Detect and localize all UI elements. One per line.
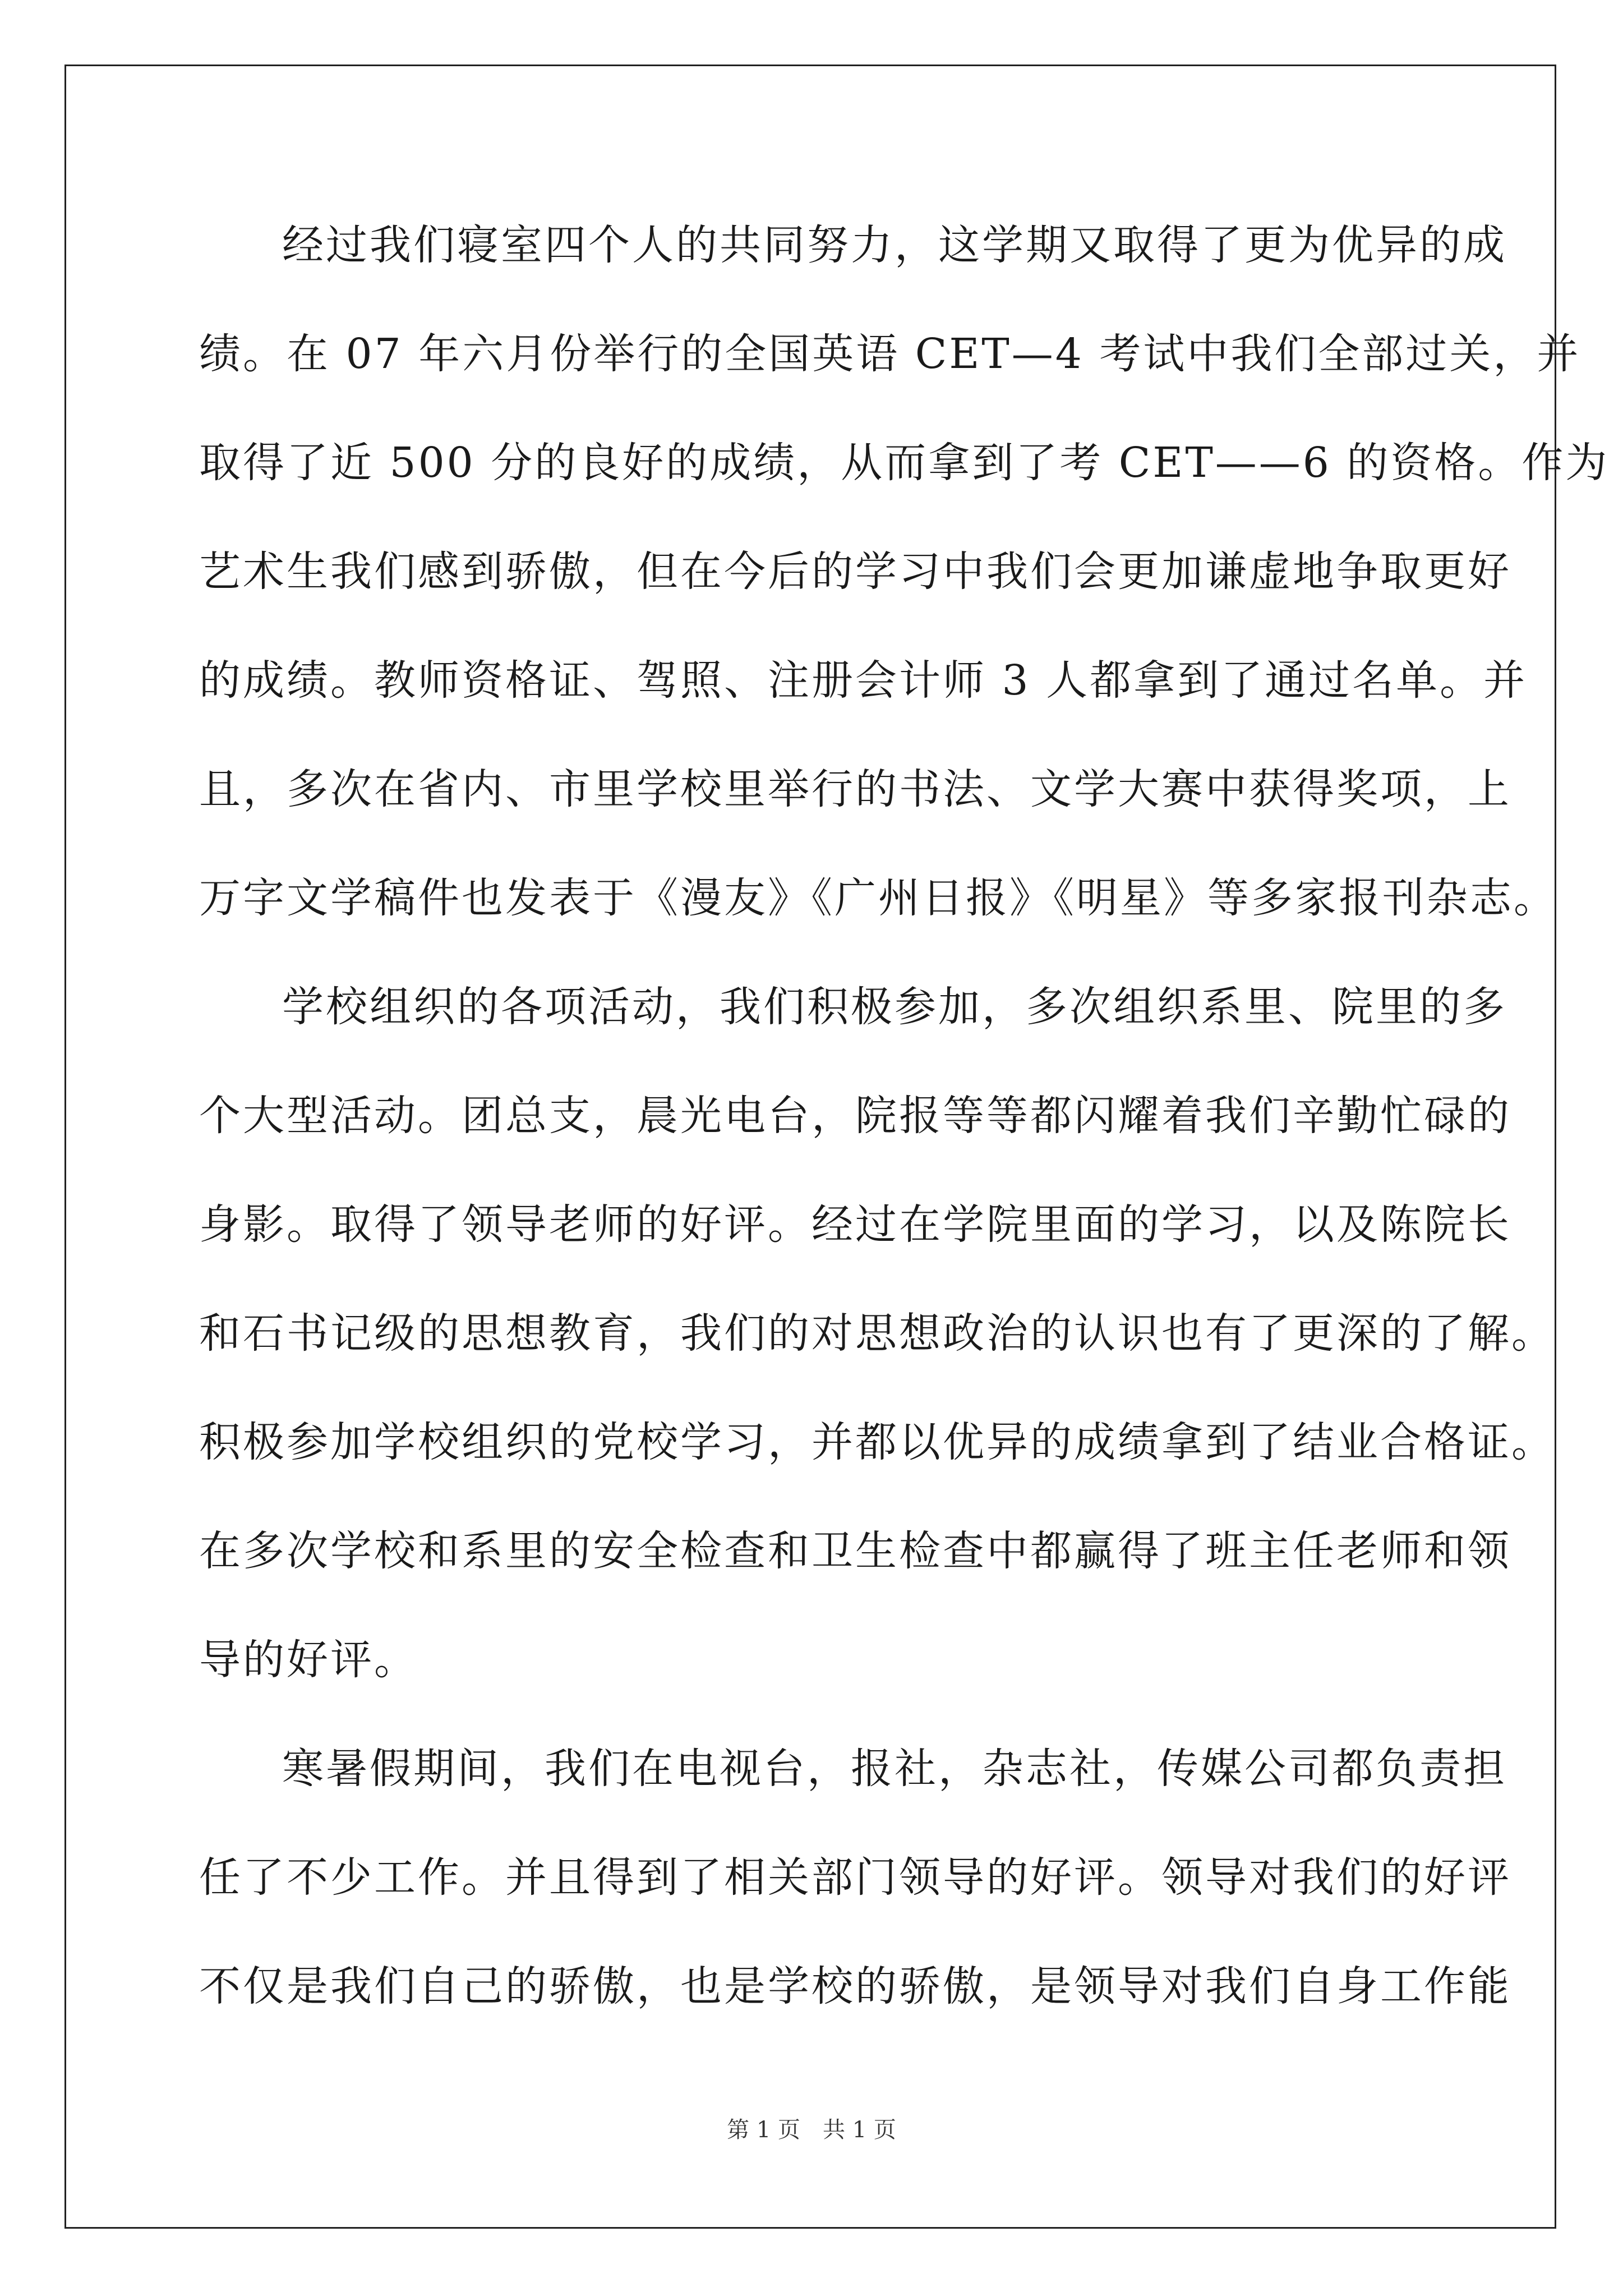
page-number-footer: 第 1 页 共 1 页: [727, 2117, 896, 2143]
paragraph-1-line-5: 的成绩。教师资格证、驾照、注册会计师 3 人都拿到了通过名单。并: [199, 656, 1528, 705]
paragraph-3-line-1: 寒暑假期间，我们在电视台，报社，杂志社，传媒公司都负责担: [282, 1745, 1507, 1793]
document-body: [199, 219, 1610, 2069]
paragraph-2-line-6: 在多次学校和系里的安全检查和卫生检查中都赢得了班主任老师和领: [199, 1527, 1511, 1575]
paragraph-1-line-2: 绩。在 07 年六月份举行的全国英语 CET—4 考试中我们全部过关，并: [199, 330, 1581, 378]
paragraph-2-line-1: 学校组织的各项活动，我们积极参加，多次组织系里、院里的多: [282, 983, 1507, 1031]
paragraph-1-line-3: 取得了近 500 分的良好的成绩，从而拿到了考 CET——6 的资格。作为: [199, 439, 1610, 487]
paragraph-1-line-1: 经过我们寝室四个人的共同努力，这学期又取得了更为优异的成: [282, 221, 1507, 269]
paragraph-1-line-7: 万字文学稿件也发表于《漫友》《广州日报》《明星》等多家报刊杂志。: [199, 874, 1557, 922]
paragraph-3-line-3: 不仅是我们自己的骄傲，也是学校的骄傲，是领导对我们自身工作能: [199, 1962, 1511, 2010]
paragraph-1-line-6: 且，多次在省内、市里学校里举行的书法、文学大赛中获得奖项，上: [199, 765, 1511, 813]
paragraph-2-line-2: 个大型活动。团总支，晨光电台，院报等等都闪耀着我们辛勤忙碌的: [199, 1092, 1511, 1140]
paragraph-1-line-4: 艺术生我们感到骄傲，但在今后的学习中我们会更加谦虚地争取更好: [199, 547, 1511, 596]
paragraph-3-line-2: 任了不少工作。并且得到了相关部门领导的好评。领导对我们的好评: [199, 1853, 1511, 1902]
paragraph-2-line-4: 和石书记级的思想教育，我们的对思想政治的认识也有了更深的了解。: [199, 1309, 1555, 1358]
paragraph-2-line-7: 导的好评。: [199, 1636, 418, 1684]
paragraph-2-line-3: 身影。取得了领导老师的好评。经过在学院里面的学习，以及陈院长: [199, 1200, 1511, 1249]
paragraph-2-line-5: 积极参加学校组织的党校学习，并都以优异的成绩拿到了结业合格证。: [199, 1418, 1555, 1466]
